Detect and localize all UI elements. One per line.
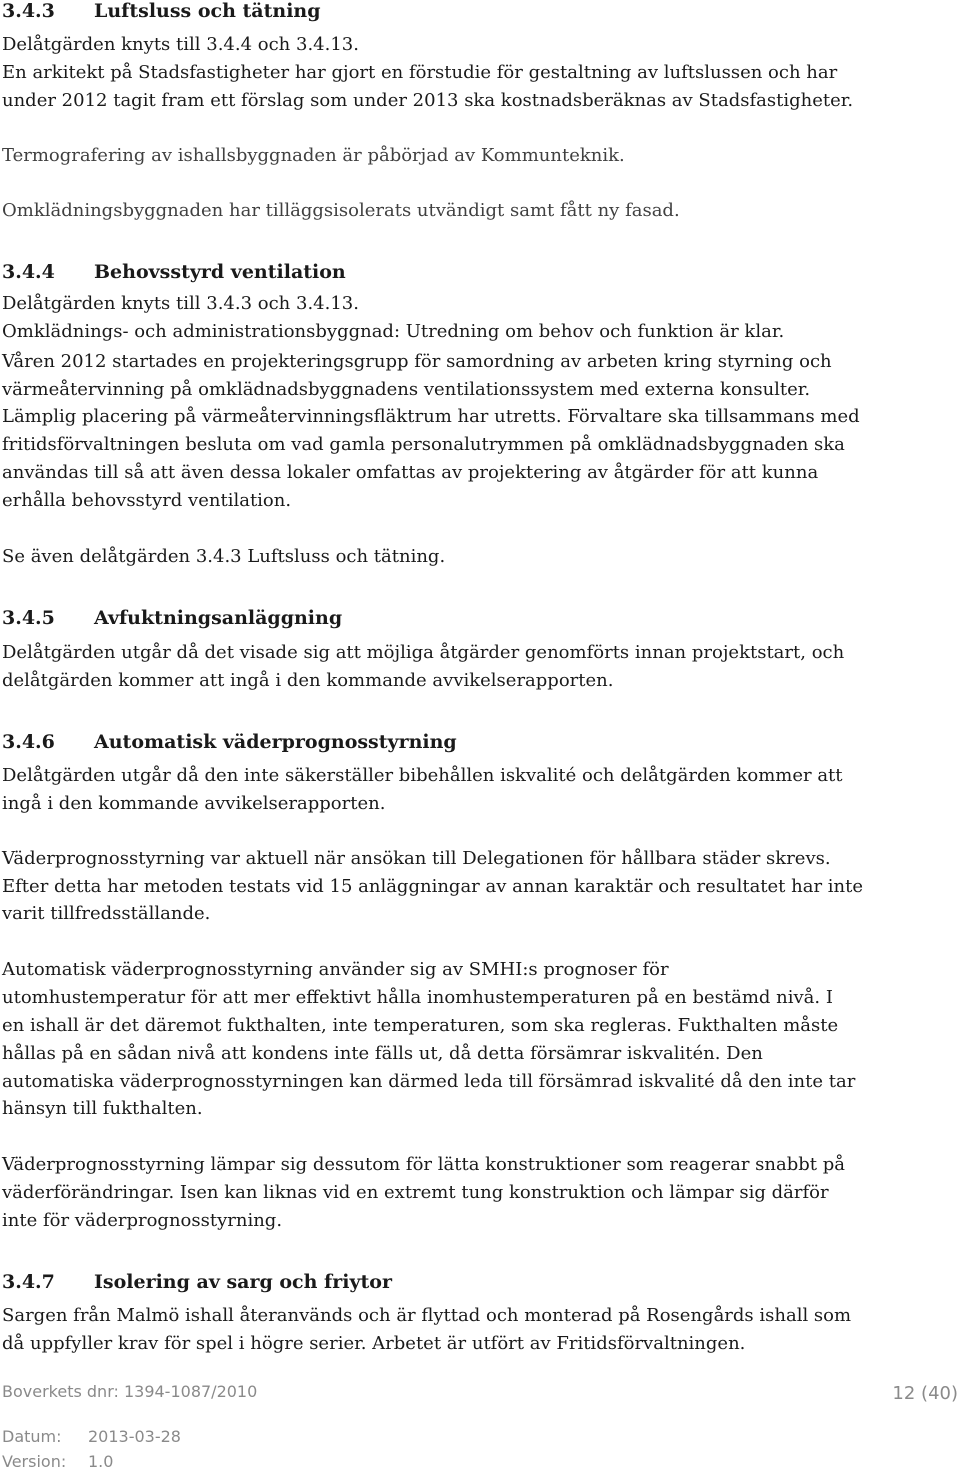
paragraph-line: ingå i den kommande avvikelserapporten. — [2, 793, 386, 814]
footer-version-label: Version: — [2, 1452, 67, 1471]
footer-date-label: Datum: — [2, 1427, 62, 1446]
paragraph-line: Delåtgärden utgår då den inte säkerställer bibehållen iskvalité och delåtgärden kommer att — [2, 765, 843, 786]
paragraph-line: delåtgärden kommer att ingå i den kommande avvikelserapporten. — [2, 670, 614, 691]
paragraph-line: under 2012 tagit fram ett förslag som under 2013 ska kostnadsberäknas av Stadsfastigheter. — [2, 90, 854, 111]
paragraph-line: en ishall är det däremot fukthalten, inte temperaturen, som ska regleras. Fukthalten måste — [2, 1015, 839, 1036]
paragraph-line: användas till så att även dessa lokaler omfattas av projektering av åtgärder för att kunna — [2, 462, 819, 483]
paragraph-line: Delåtgärden knyts till 3.4.4 och 3.4.13. — [2, 34, 359, 55]
section-heading-3-4-4 — [2, 259, 346, 285]
paragraph-line: Väderprognosstyrning lämpar sig dessutom för lätta konstruktioner som reagerar snabbt på — [2, 1154, 845, 1175]
paragraph-line: hänsyn till fukthalten. — [2, 1098, 203, 1119]
footer-date — [2, 1424, 181, 1450]
paragraph-line: Automatisk väderprognosstyrning använder sig av SMHI:s prognoser för — [2, 959, 669, 980]
section-heading-3-4-3 — [2, 0, 321, 24]
section-heading-3-4-7 — [2, 1269, 392, 1295]
paragraph-line: utomhustemperatur för att mer effektivt hålla inomhustemperaturen på en bestämd nivå. I — [2, 987, 833, 1008]
footer-page-number: 12 (40) — [892, 1383, 958, 1404]
paragraph-line: Delåtgärden knyts till 3.4.3 och 3.4.13. — [2, 293, 359, 314]
paragraph-line: värmeåtervinning på omklädnadsbyggnadens ventilationssystem med externa konsulter. — [2, 379, 811, 400]
paragraph-line: Omklädningsbyggnaden har tilläggsisolerats utvändigt samt fått ny fasad. — [2, 200, 680, 221]
paragraph-line: Väderprognosstyrning var aktuell när ansökan till Delegationen för hållbara städer skrevs. — [2, 848, 831, 869]
section-number: 3.4.4 — [2, 261, 55, 283]
paragraph-line: erhålla behovsstyrd ventilation. — [2, 490, 292, 511]
section-title: Avfuktningsanläggning — [94, 607, 343, 629]
section-number: 3.4.3 — [2, 0, 55, 22]
footer-version-value: 1.0 — [88, 1452, 114, 1471]
paragraph-line: hållas på en sådan nivå att kondens inte fälls ut, då detta försämrar iskvalitén. Den — [2, 1043, 763, 1064]
paragraph-line: automatiska väderprognosstyrningen kan därmed leda till försämrad iskvalité då den inte tar — [2, 1071, 856, 1092]
paragraph-line: Våren 2012 startades en projekteringsgrupp för samordning av arbeten kring styrning och — [2, 351, 832, 372]
section-number: 3.4.5 — [2, 607, 55, 629]
footer-date-value: 2013-03-28 — [88, 1427, 181, 1446]
section-heading-3-4-5 — [2, 605, 342, 631]
paragraph-line: väderförändringar. Isen kan liknas vid en extremt tung konstruktion och lämpar sig därför — [2, 1182, 829, 1203]
paragraph-line: Se även delåtgärden 3.4.3 Luftsluss och tätning. — [2, 546, 446, 567]
paragraph-line: Sargen från Malmö ishall återanvänds och är flyttad och monterad på Rosengårds ishall som — [2, 1305, 852, 1326]
paragraph-line: varit tillfredsställande. — [2, 903, 211, 924]
section-title: Isolering av sarg och friytor — [94, 1271, 392, 1293]
footer-reference: Boverkets dnr: 1394-1087/2010 — [2, 1382, 258, 1401]
paragraph-line: Omklädnings- och administrationsbyggnad: Utredning om behov och funktion är klar. — [2, 321, 785, 342]
section-title: Luftsluss och tätning — [94, 0, 321, 22]
section-number: 3.4.7 — [2, 1271, 55, 1293]
paragraph-line: fritidsförvaltningen besluta om vad gamla personalutrymmen på omklädnadsbyggnaden ska — [2, 434, 845, 455]
paragraph-line: inte för väderprognosstyrning. — [2, 1210, 283, 1231]
section-number: 3.4.6 — [2, 731, 55, 753]
section-heading-3-4-6 — [2, 729, 457, 755]
paragraph-line: då uppfyller krav för spel i högre serier. Arbetet är utfört av Fritidsförvaltningen. — [2, 1333, 746, 1354]
footer-version — [2, 1449, 113, 1475]
paragraph-line: En arkitekt på Stadsfastigheter har gjort en förstudie för gestaltning av luftslussen och har — [2, 62, 838, 83]
paragraph-line: Efter detta har metoden testats vid 15 anläggningar av annan karaktär och resultatet har inte — [2, 876, 864, 897]
section-title: Automatisk väderprognosstyrning — [94, 731, 457, 753]
paragraph-line: Delåtgärden utgår då det visade sig att möjliga åtgärder genomförts innan projektstart, och — [2, 642, 845, 663]
section-title: Behovsstyrd ventilation — [94, 261, 346, 283]
paragraph-line: Termografering av ishallsbyggnaden är påbörjad av Kommunteknik. — [2, 145, 625, 166]
paragraph-line: Lämplig placering på värmeåtervinningsfläktrum har utretts. Förvaltare ska tillsammans med — [2, 406, 860, 427]
